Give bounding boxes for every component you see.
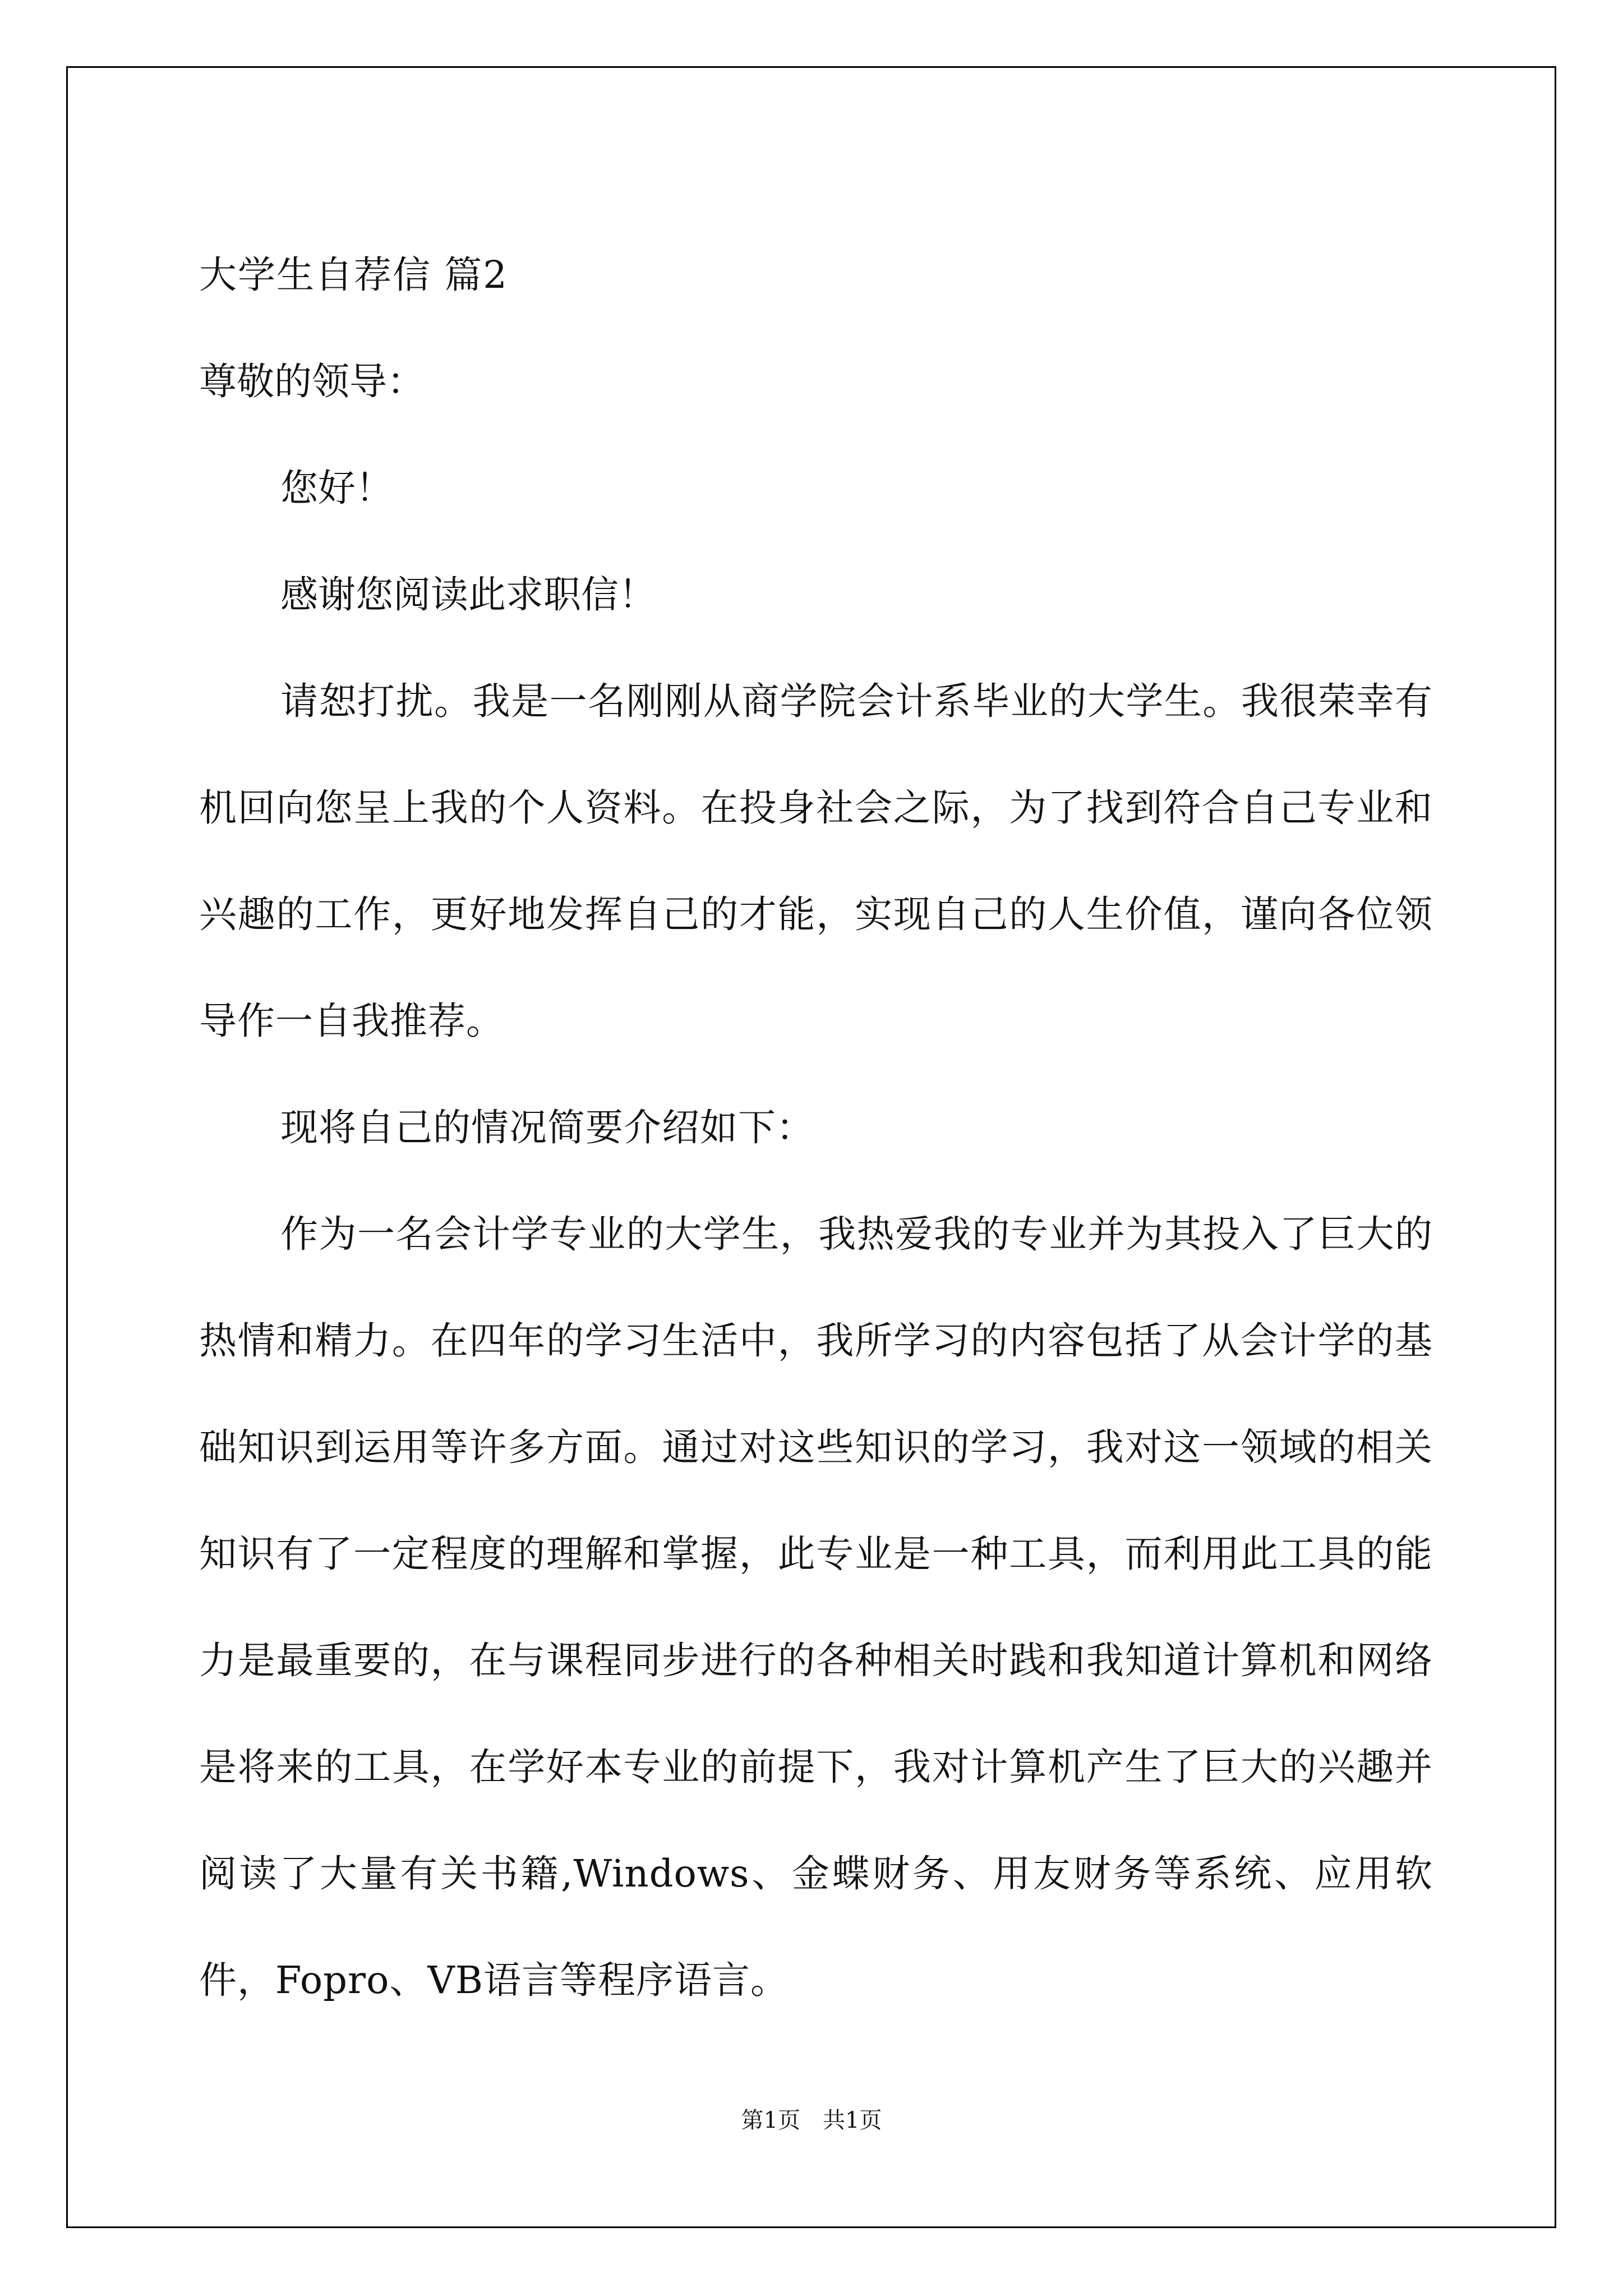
document-body xyxy=(199,222,1433,2033)
paragraph-overview: 现将自己的情况简要介绍如下： xyxy=(280,1106,814,1149)
greeting: 您好！ xyxy=(280,466,393,510)
page-number-total: 共1页 xyxy=(823,2108,882,2133)
document-heading: 大学生自荐信 篇2 xyxy=(199,253,508,297)
paragraph-education: 作为一名会计学专业的大学生，我热爱我的专业并为其投入了巨大的热情和精力。在四年的学习生活中，我所学习的内容包括了从会计学的基础知识到运用等许多方面。通过对这些知识的学习，我对这一领域的相关知识有了一定程度的理解和掌握，此专业是一种工具，而利用此工具的能力是最重要的，在与课程同步进行的各种相关时践和我知道计算机和网络是将来的工具，在学好本专业的前提下，我对计算机产生了巨大的兴趣并阅读了大量有关书籍,Windows、金蝶财务、用友财务等系统、应用软件，Fopro、VB语言等程序语言。 xyxy=(199,1212,1433,2002)
page-footer xyxy=(0,2104,1623,2137)
paragraph-introduction: 请恕打扰。我是一名刚刚从商学院会计系毕业的大学生。我很荣幸有机回向您呈上我的个人资料。在投身社会之际，为了找到符合自己专业和兴趣的工作，更好地发挥自己的才能，实现自己的人生价值，谨向各位领导作一自我推荐。 xyxy=(199,679,1433,1043)
thanks-line: 感谢您阅读此求职信！ xyxy=(280,573,656,616)
page-number-current: 第1页 xyxy=(741,2108,800,2133)
salutation: 尊敬的领导： xyxy=(199,360,425,403)
